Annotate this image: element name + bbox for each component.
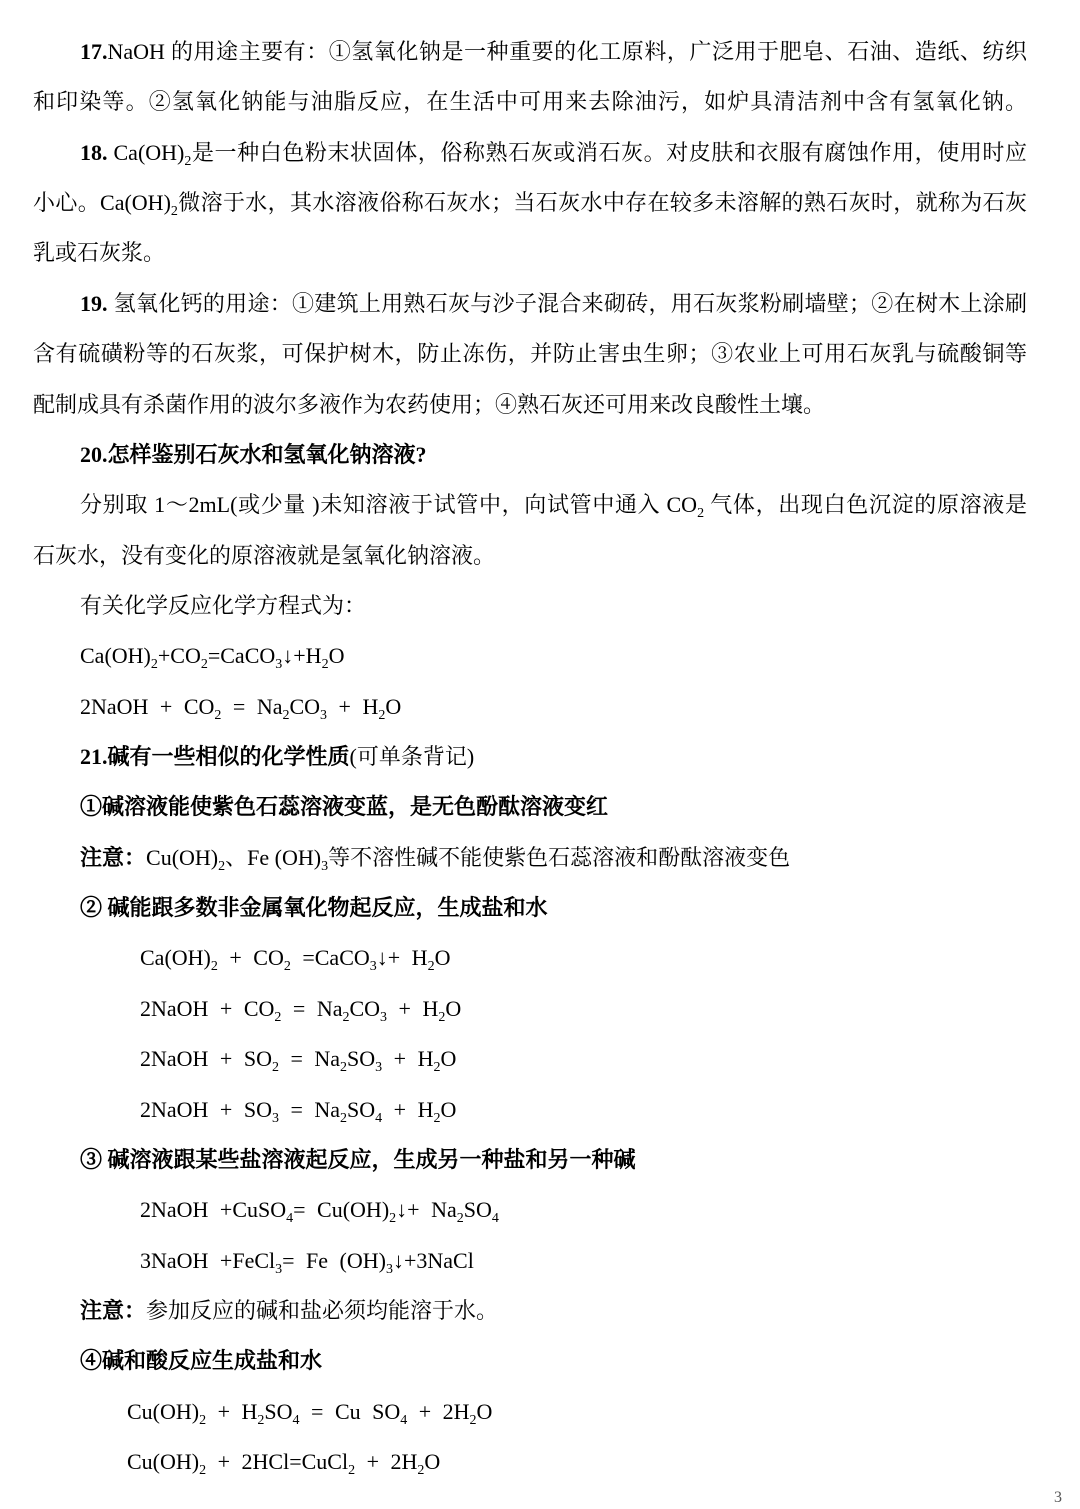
equation-subscript: 2 xyxy=(456,1211,464,1227)
equation-subscript: 2 xyxy=(348,1463,356,1479)
body-text: NaOH 的用途主要有：①氢氧化钠是一种重要的化工原料，广泛用于肥皂、石油、造纸、纺织 xyxy=(107,39,1027,64)
page-number: 3 xyxy=(1054,1489,1062,1506)
note-label: 注意： xyxy=(80,1297,147,1323)
equation-text: = Na xyxy=(281,995,343,1021)
item-19-line-1 xyxy=(0,279,1027,329)
equation-text: 3NaOH +FeCl xyxy=(140,1247,276,1273)
equation xyxy=(0,631,1027,681)
equation-subscript: 2 xyxy=(433,1110,441,1126)
equation xyxy=(0,682,1027,732)
equation xyxy=(0,1034,1027,1084)
body-text: 气体，出现白色沉淀的原溶液是 xyxy=(704,492,1027,518)
property-3-note xyxy=(0,1286,1027,1336)
equation-text: O xyxy=(424,1449,441,1475)
equation-text: 2NaOH + CO xyxy=(80,693,215,719)
equation-subscript: 2 xyxy=(282,707,290,723)
document-page xyxy=(0,27,1080,1487)
equation-text: =CaCO xyxy=(207,643,276,669)
equation-subscript: 3 xyxy=(275,1261,283,1277)
note-text: 、Fe (OH) xyxy=(225,844,322,870)
equation-text: =CaCO xyxy=(290,945,370,971)
equation-text: = Na xyxy=(221,693,283,719)
equation-text: + 2H xyxy=(355,1449,418,1475)
equation-text: + H xyxy=(327,693,379,719)
property-2-heading xyxy=(0,883,1027,933)
equation-subscript: 3 xyxy=(275,657,283,673)
equation xyxy=(0,1387,1027,1437)
equation-subscript: 2 xyxy=(378,707,386,723)
property-1-note xyxy=(0,833,1027,883)
item-19-line-3 xyxy=(0,380,1027,430)
property-heading: ④碱和酸反应生成盐和水 xyxy=(80,1348,323,1374)
body-text: 含有硫磺粉等的石灰浆，可保护树木，防止冻伤，并防止害虫生卵；③农业上可用石灰乳与硫酸铜等 xyxy=(33,341,1027,367)
equation-subscript: 3 xyxy=(271,1110,279,1126)
equation-text: 2NaOH +CuSO xyxy=(140,1197,287,1223)
item-21-title xyxy=(0,732,1027,782)
equation-text: +CO xyxy=(157,643,201,669)
body-text: 和印染等。②氢氧化钠能与油脂反应，在生活中可用来去除油污，如炉具清洁剂中含有氢氧化钠。 xyxy=(33,89,1027,115)
equation xyxy=(0,1085,1027,1135)
equation-subscript: 4 xyxy=(400,1412,408,1428)
equation-text: Cu(OH) xyxy=(127,1449,200,1475)
equation-subscript: 2 xyxy=(200,657,208,673)
equation-subscript: 4 xyxy=(375,1110,383,1126)
equation-subscript: 2 xyxy=(469,1412,477,1428)
equation-text: SO xyxy=(347,1096,376,1122)
equation-text: Ca(OH) xyxy=(140,945,211,971)
item-number: 18. xyxy=(80,139,108,165)
equation-text: CO xyxy=(349,995,381,1021)
note-text: 等不溶性碱不能使紫色石蕊溶液和酚酞溶液变色 xyxy=(328,844,791,870)
equation-text: + H xyxy=(206,1398,258,1424)
equation-text: + CO xyxy=(217,945,284,971)
body-text: 小心。Ca(OH) xyxy=(33,190,171,216)
equation-subscript: 4 xyxy=(491,1211,499,1227)
property-heading: ② 碱能跟多数非金属氧化物起反应，生成盐和水 xyxy=(80,895,548,921)
equation-text: O xyxy=(476,1398,493,1424)
equation-text: SO xyxy=(264,1398,293,1424)
item-18-line-3 xyxy=(0,228,1027,278)
equation-subscript: 3 xyxy=(385,1261,393,1277)
equation-subscript: 2 xyxy=(433,1060,441,1076)
item-19-line-2 xyxy=(0,329,1027,379)
equation-text: O xyxy=(385,693,402,719)
item-20-question xyxy=(0,430,1027,480)
body-text: 分别取 1～2mL(或少量 )未知溶液于试管中，向试管中通入 CO xyxy=(80,492,698,518)
equation-text: O xyxy=(434,945,451,971)
note-label: 注意： xyxy=(80,844,147,870)
question-heading: 怎样鉴别石灰水和氢氧化钠溶液? xyxy=(107,441,427,467)
equation-subscript: 2 xyxy=(438,1009,446,1025)
property-1-heading xyxy=(0,782,1027,832)
equation-subscript: 2 xyxy=(340,1060,348,1076)
equation-text: Ca(OH) xyxy=(80,643,151,669)
equation-text: = Cu(OH) xyxy=(293,1197,390,1223)
equation-subscript: 3 xyxy=(380,1009,388,1025)
section-title-note: (可单条背记) xyxy=(349,744,475,770)
equation-subscript: 2 xyxy=(199,1412,207,1428)
equation xyxy=(0,1437,1027,1487)
equation-subscript: 2 xyxy=(283,959,291,975)
formula-subscript: 2 xyxy=(697,506,705,522)
equation-text: 2NaOH + SO xyxy=(140,1096,272,1122)
equation-text: + 2H xyxy=(407,1398,470,1424)
equation-text: + H xyxy=(382,1046,434,1072)
equation-subscript: 3 xyxy=(369,959,377,975)
equation-subscript: 2 xyxy=(214,707,222,723)
equation-text: O xyxy=(440,1046,457,1072)
body-text: 是一种白色粉末状固体，俗称熟石灰或消石灰。对皮肤和衣服有腐蚀作用，使用时应 xyxy=(191,139,1027,165)
item-number: 19. xyxy=(80,290,108,316)
equation-subscript: 2 xyxy=(340,1110,348,1126)
equation-text: Cu(OH) xyxy=(127,1398,200,1424)
body-text: 乳或石灰浆。 xyxy=(33,240,166,266)
equation-text: + H xyxy=(387,995,439,1021)
equation-text: ↓+ Na xyxy=(396,1197,457,1223)
equation-text: = Na xyxy=(278,1046,341,1072)
formula-subscript: 3 xyxy=(321,858,329,874)
equation-text: ↓+3NaCl xyxy=(392,1247,474,1273)
equation xyxy=(0,1185,1027,1235)
equation-subscript: 3 xyxy=(375,1060,383,1076)
equation-text: = Fe (OH) xyxy=(282,1247,386,1273)
equation-text: + H xyxy=(382,1096,434,1122)
item-20-answer-line-2 xyxy=(0,531,1027,581)
equation-subscript: 2 xyxy=(342,1009,350,1025)
item-17-line-1 xyxy=(0,27,1027,77)
body-text: 微溶于水，其水溶液俗称石灰水；当石灰水中存在较多未溶解的熟石灰时，就称为石灰 xyxy=(177,190,1027,216)
equation-text: 2NaOH + CO xyxy=(140,995,275,1021)
formula-subscript: 2 xyxy=(184,153,192,169)
item-number: 21. xyxy=(80,744,108,770)
item-18-line-1 xyxy=(0,128,1027,178)
formula-subscript: 2 xyxy=(170,204,178,220)
property-heading: ①碱溶液能使紫色石蕊溶液变蓝，是无色酚酞溶液变红 xyxy=(80,794,609,820)
equation-text: O xyxy=(445,995,462,1021)
equation-subscript: 2 xyxy=(257,1412,265,1428)
note-text: 参加反应的碱和盐必须均能溶于水。 xyxy=(146,1297,499,1323)
equation-text: ↓+H xyxy=(282,643,322,669)
equation-subscript: 4 xyxy=(286,1211,294,1227)
equation-subscript: 2 xyxy=(150,657,158,673)
equation xyxy=(0,1236,1027,1286)
item-number: 20. xyxy=(80,441,108,467)
body-text: 石灰水，没有变化的原溶液就是氢氧化钠溶液。 xyxy=(33,542,496,568)
equation-text: = Cu SO xyxy=(299,1398,401,1424)
note-text: Cu(OH) xyxy=(146,844,219,870)
equation-subscript: 2 xyxy=(199,1463,207,1479)
equation-text: 2NaOH + SO xyxy=(140,1046,272,1072)
equation-text: O xyxy=(328,643,345,669)
property-3-heading xyxy=(0,1135,1027,1185)
equation-text: ↓+ H xyxy=(376,945,428,971)
equation xyxy=(0,984,1027,1034)
property-heading: ③ 碱溶液跟某些盐溶液起反应，生成另一种盐和另一种碱 xyxy=(80,1146,636,1172)
property-4-heading xyxy=(0,1336,1027,1386)
equation-subscript: 2 xyxy=(271,1060,279,1076)
item-20-equations-intro xyxy=(0,581,1027,631)
equation-text: SO xyxy=(463,1197,492,1223)
body-text: Ca(OH) xyxy=(113,139,185,165)
section-title: 碱有一些相似的化学性质 xyxy=(107,744,350,770)
equation-text: SO xyxy=(347,1046,376,1072)
equation-subscript: 2 xyxy=(427,959,435,975)
equation-text: = Na xyxy=(278,1096,341,1122)
equation-subscript: 2 xyxy=(389,1211,397,1227)
equation-subscript: 4 xyxy=(292,1412,300,1428)
equation-text: O xyxy=(440,1096,457,1122)
equation-subscript: 2 xyxy=(321,657,329,673)
equation-subscript: 2 xyxy=(274,1009,282,1025)
equation-text: CO xyxy=(289,693,321,719)
body-text: 配制成具有杀菌作用的波尔多液作为农药使用；④熟石灰还可用来改良酸性土壤。 xyxy=(33,391,826,417)
formula-subscript: 2 xyxy=(218,858,226,874)
body-text: 氢氧化钙的用途：①建筑上用熟石灰与沙子混合来砌砖，用石灰浆粉刷墙壁；②在树木上涂刷 xyxy=(113,290,1027,316)
item-20-answer-line-1 xyxy=(0,480,1027,530)
equation-subscript: 3 xyxy=(320,707,328,723)
equation-subscript: 2 xyxy=(417,1463,425,1479)
item-17-line-2 xyxy=(0,77,1027,127)
item-number: 17. xyxy=(80,39,108,64)
equation-text: + 2HCl=CuCl xyxy=(206,1449,349,1475)
equation-subscript: 2 xyxy=(210,959,218,975)
equation xyxy=(0,933,1027,983)
body-text: 有关化学反应化学方程式为： xyxy=(80,592,367,618)
item-18-line-2 xyxy=(0,178,1027,228)
